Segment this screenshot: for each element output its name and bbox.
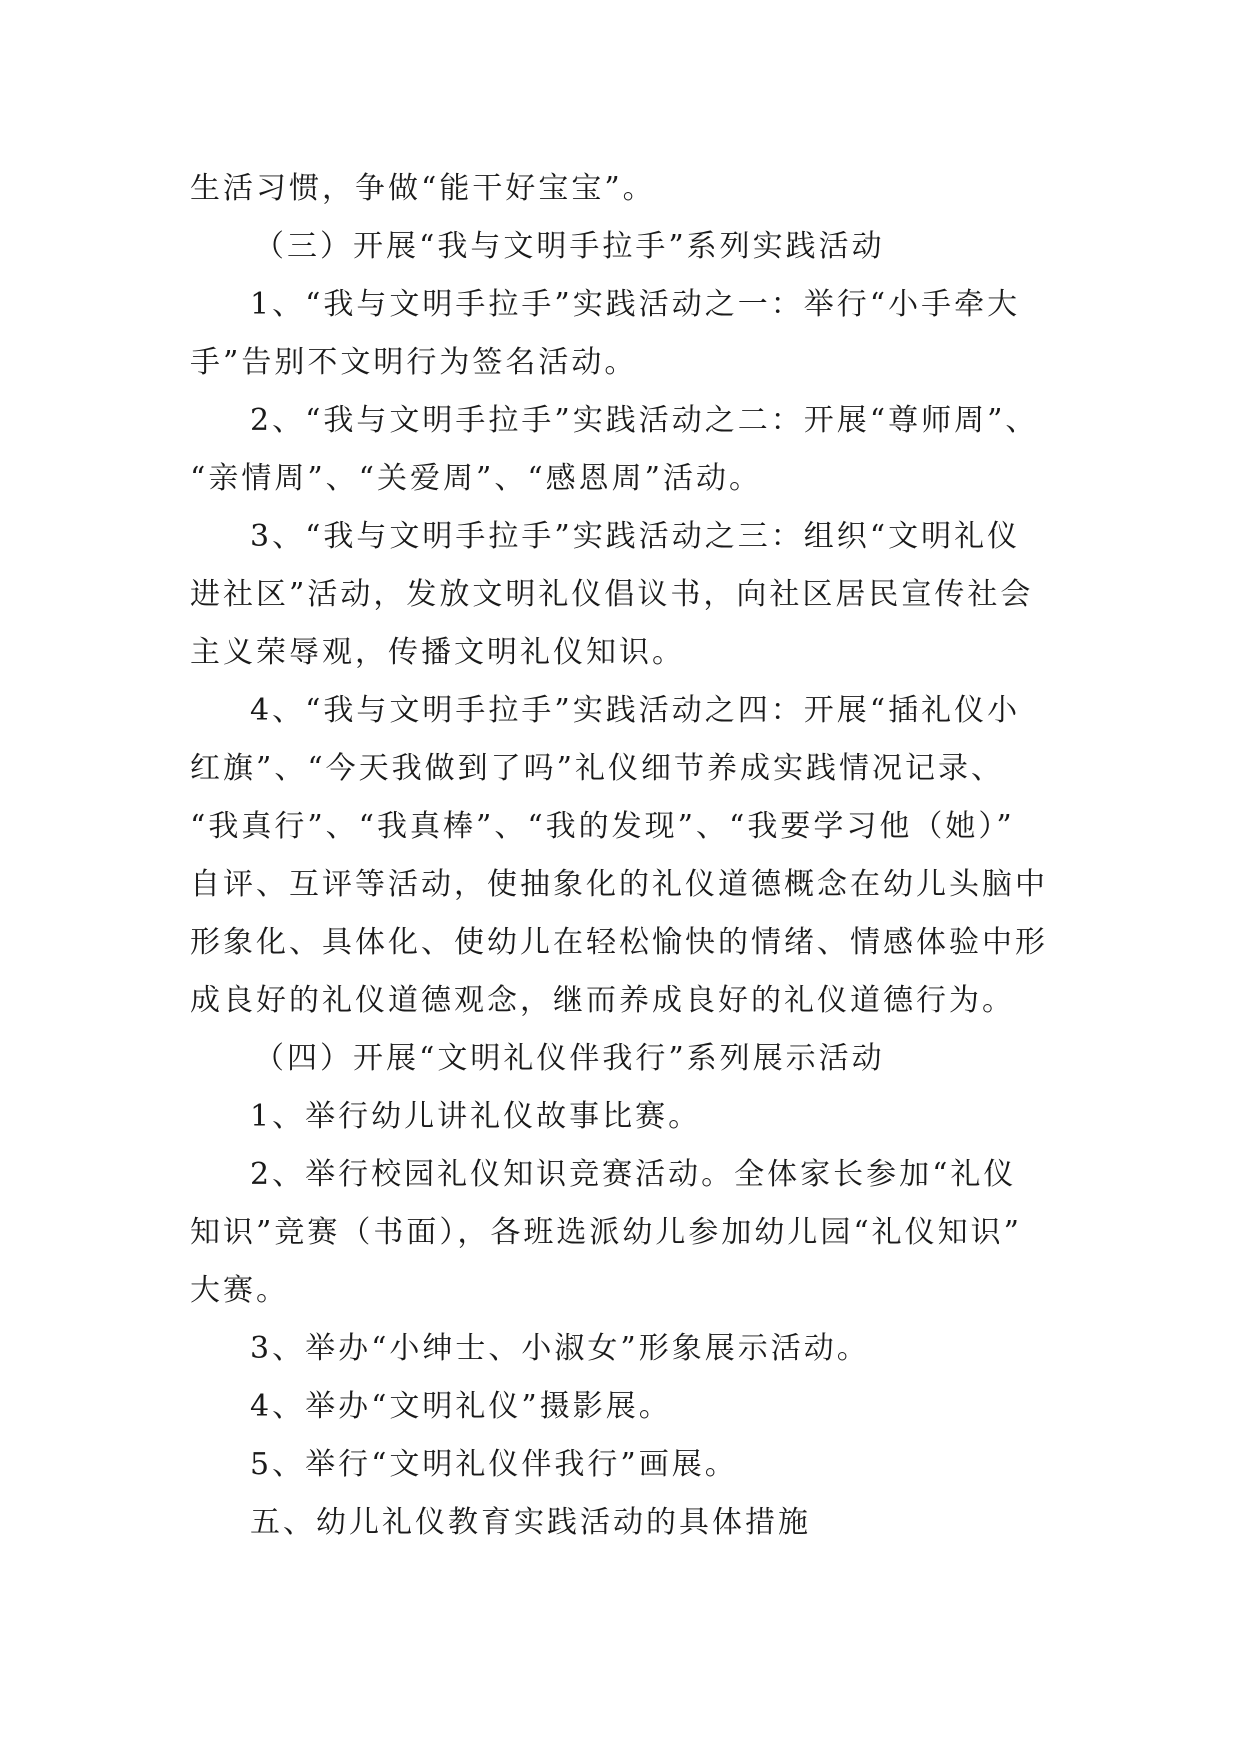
paragraph-line: 红旗”、“今天我做到了吗”礼仪细节养成实践情况记录、 — [190, 751, 1005, 786]
paragraph-line: “亲情周”、“关爱周”、“感恩周”活动。 — [190, 461, 763, 496]
paragraph-line: 4、“我与文明手拉手”实践活动之四：开展“插礼仪小 — [250, 693, 1021, 728]
paragraph-line: 形象化、具体化、使幼儿在轻松愉快的情绪、情感体验中形 — [190, 925, 1048, 960]
paragraph-line: 知识”竞赛（书面），各班选派幼儿参加幼儿园“礼仪知识” — [190, 1215, 1023, 1250]
section-heading-3: （三）开展“我与文明手拉手”系列实践活动 — [254, 229, 885, 264]
paragraph-line: 3、“我与文明手拉手”实践活动之三：组织“文明礼仪 — [250, 519, 1021, 554]
paragraph-line: “我真行”、“我真棒”、“我的发现”、“我要学习他（她）” — [190, 809, 1015, 844]
document-body — [190, 160, 1050, 1552]
paragraph-line: 1、“我与文明手拉手”实践活动之一：举行“小手牵大 — [250, 287, 1021, 322]
paragraph-line: 1、举行幼儿讲礼仪故事比赛。 — [250, 1099, 702, 1134]
paragraph-line: 3、举办“小绅士、小淑女”形象展示活动。 — [250, 1331, 870, 1366]
paragraph-line: 2、举行校园礼仪知识竞赛活动。全体家长参加“礼仪 — [250, 1157, 1017, 1192]
paragraph-line: 手”告别不文明行为签名活动。 — [190, 345, 638, 380]
paragraph-line: 自评、互评等活动，使抽象化的礼仪道德概念在幼儿头脑中 — [190, 867, 1048, 902]
section-heading-4: （四）开展“文明礼仪伴我行”系列展示活动 — [254, 1041, 885, 1076]
paragraph-line: 5、举行“文明礼仪伴我行”画展。 — [250, 1447, 738, 1482]
paragraph-line: 成良好的礼仪道德观念，继而养成良好的礼仪道德行为。 — [190, 983, 1015, 1018]
paragraph-line: 主义荣辱观，传播文明礼仪知识。 — [190, 635, 685, 670]
paragraph-line: 2、“我与文明手拉手”实践活动之二：开展“尊师周”、 — [250, 403, 1039, 438]
section-heading-5: 五、幼儿礼仪教育实践活动的具体措施 — [250, 1505, 811, 1540]
paragraph-line: 进社区”活动，发放文明礼仪倡议书，向社区居民宣传社会 — [190, 577, 1034, 612]
paragraph-line: 大赛。 — [190, 1273, 289, 1308]
paragraph-line: 4、举办“文明礼仪”摄影展。 — [250, 1389, 672, 1424]
paragraph-line: 生活习惯，争做“能干好宝宝”。 — [190, 171, 656, 206]
